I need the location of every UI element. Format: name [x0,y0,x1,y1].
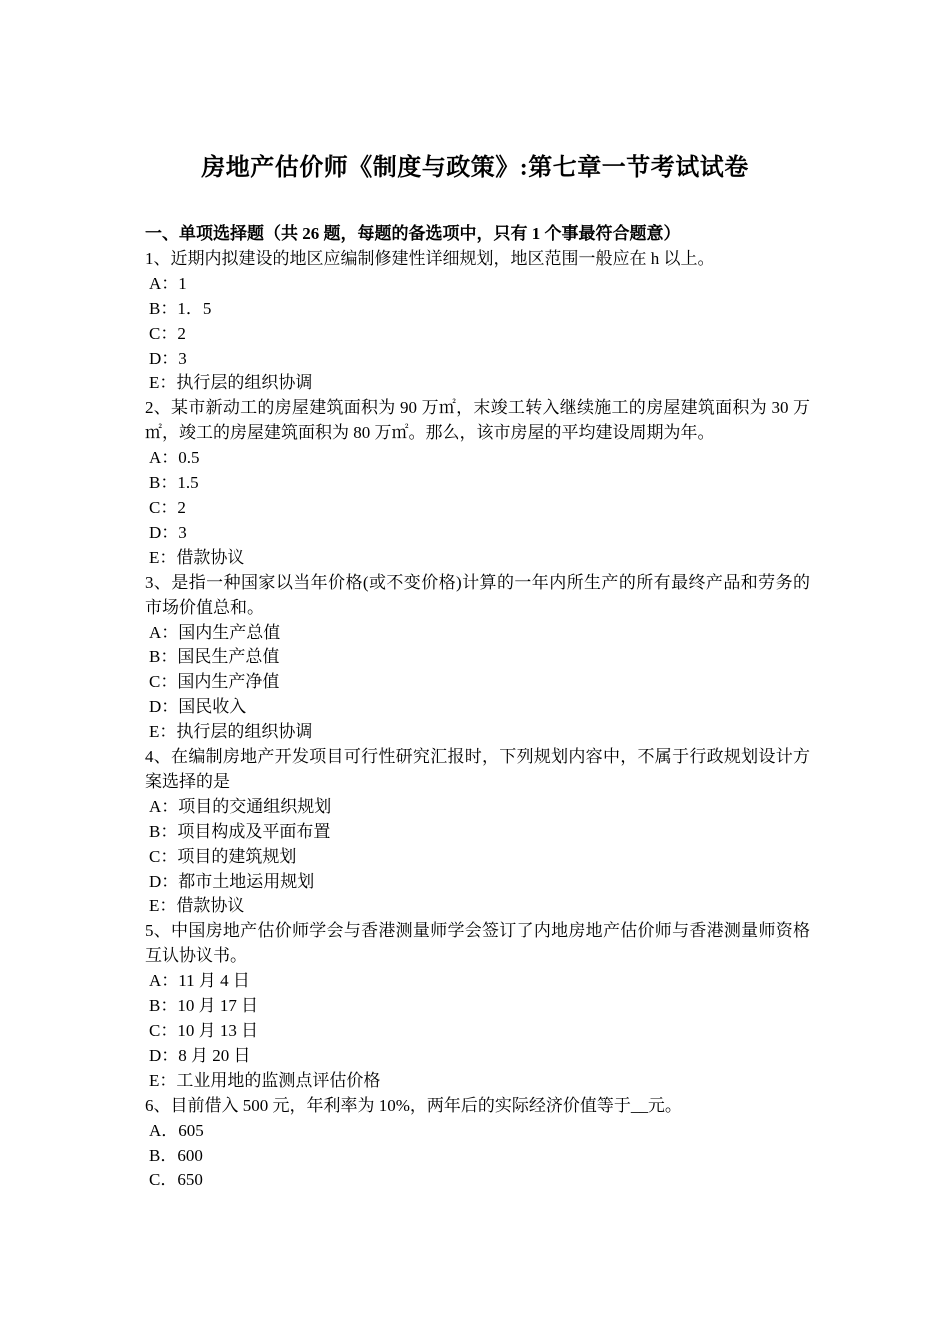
option-e: E：执行层的组织协调 [149,722,313,742]
option-d: D：都市土地运用规划 [149,871,315,891]
option-e: E：执行层的组织协调 [149,373,313,393]
option-d: D：8 月 20 日 [149,1045,251,1065]
question-text: 2、某市新动工的房屋建筑面积为 90 万㎡，末竣工转入继续施工的房屋建筑面积为 30 万㎡，竣工的房屋建筑面积为 80 万㎡。那么，该市房屋的平均建设周期为年。 [145,398,810,443]
option-c: C．650 [149,1170,203,1190]
option-e: E：借款协议 [149,896,245,916]
option-c: C：项目的建筑规划 [149,846,297,866]
question-6 [145,1094,810,1194]
option-e: E：工业用地的监测点评估价格 [149,1070,381,1090]
option-a: A：0.5 [149,448,200,468]
question-text: 1、近期内拟建设的地区应编制修建性详细规划，地区范围一般应在 h 以上。 [145,248,715,268]
option-a: A．605 [149,1120,204,1140]
option-b: B：10 月 17 日 [149,996,259,1016]
option-b: B：国民生产总值 [149,647,280,667]
question-5 [145,919,810,1093]
option-d: D：国民收入 [149,697,247,717]
option-b: B：项目构成及平面布置 [149,821,331,841]
option-a: A：11 月 4 日 [149,971,250,991]
option-b: B．600 [149,1145,203,1165]
option-b: B：1.5 [149,473,199,493]
option-a: A：项目的交通组织规划 [149,796,332,816]
question-text: 6、目前借入 500 元，年利率为 10%，两年后的实际经济价值等于__元。 [145,1095,682,1115]
option-c: C：2 [149,497,186,517]
option-b: B：1．5 [149,298,212,318]
question-1 [145,247,810,396]
question-text: 4、在编制房地产开发项目可行性研究汇报时，下列规划内容中，不属于行政规划设计方案选择的是 [145,747,810,791]
question-2 [145,396,810,570]
document-body [145,222,810,1193]
option-a: A：国内生产总值 [149,622,281,642]
question-text: 3、是指一种国家以当年价格(或不变价格)计算的一年内所生产的所有最终产品和劳务的市场价值总和。 [145,572,810,617]
question-4 [145,745,810,919]
option-c: C：10 月 13 日 [149,1021,259,1040]
option-d: D：3 [149,522,187,542]
question-3 [145,571,810,745]
option-c: C：国内生产净值 [149,672,280,692]
question-text: 5、中国房地产估价师学会与香港测量师学会签订了内地房地产估价师与香港测量师资格互认协议书。 [145,921,810,966]
option-d: D：3 [149,348,187,368]
option-a: A：1 [149,273,187,293]
document-title: 房地产估价师《制度与政策》:第七章一节考试试卷 [201,155,749,181]
section-heading: 一、单项选择题（共 26 题，每题的备选项中，只有 1 个事最符合题意） [145,224,681,243]
option-c: C：2 [149,323,186,343]
option-e: E：借款协议 [149,547,245,567]
